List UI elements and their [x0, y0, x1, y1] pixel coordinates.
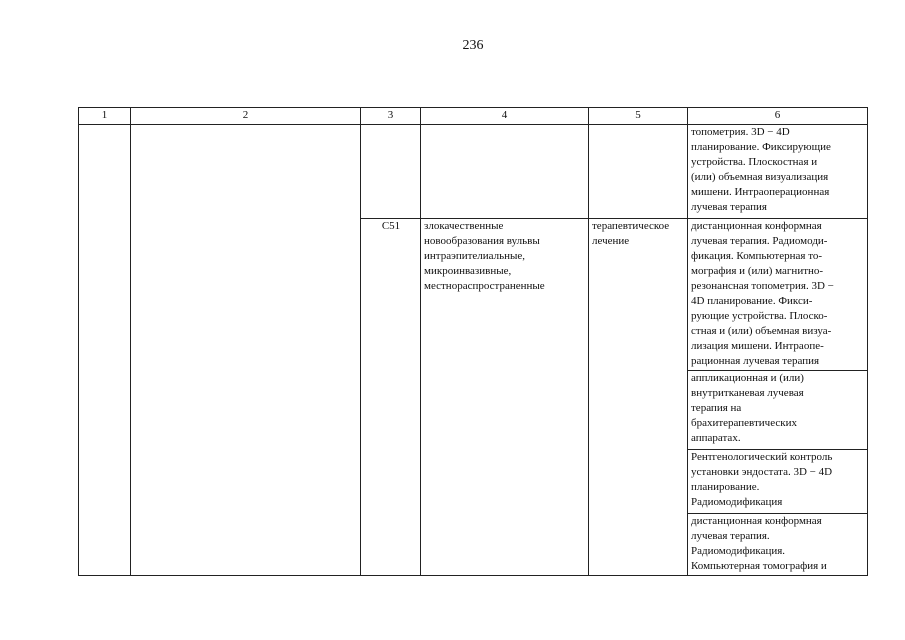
diagnosis-cell	[421, 219, 589, 576]
diagnosis-cell-empty	[421, 125, 589, 219]
method-text-3: Рентгенологический контроль установки эндостата. 3D − 4D планирование. Радиомодификация	[691, 451, 833, 508]
diagnosis-text: злокачественные новообразования вульвы интраэпителиальные, микроинвазивные, местнораспространенные	[424, 220, 545, 292]
method-cell-continuation	[688, 125, 868, 219]
method-text-1: дистанционная конформная лучевая терапия. Радиомоди- фикация. Компьютерная то- мография и (или) магнитно- резонансная топометрия. 3D − 4D планирование. Фикси- рующие устройства. Плоско- стная и (или) объемная визуа- лизация мишени. Интраопе- рационная лучевая терапия	[691, 220, 834, 367]
page-number: 236	[462, 38, 484, 53]
column-header-4: 4	[421, 108, 589, 125]
method-cell-1	[688, 219, 868, 371]
treatment-type-text: терапевтическое лечение	[592, 220, 670, 247]
group-name-cell	[131, 125, 361, 576]
group-number-cell	[79, 125, 131, 576]
treatment-cell-empty	[589, 125, 688, 219]
column-header-1: 1	[79, 108, 131, 125]
method-cell-2	[688, 371, 868, 450]
medical-services-table	[78, 107, 868, 576]
column-header-3: 3	[361, 108, 421, 125]
method-cell-4	[688, 514, 868, 576]
code-cell-empty	[361, 125, 421, 219]
icd-code-cell	[361, 219, 421, 576]
method-text-4: дистанционная конформная лучевая терапия. Радиомодификация. Компьютерная томография и	[691, 515, 827, 572]
method-text-continuation: топометрия. 3D − 4D планирование. Фиксирующие устройства. Плоскостная и (или) объемная визуализация мишени. Интраоперационная лучевая терапия	[691, 126, 831, 213]
method-cell-3	[688, 450, 868, 514]
table-header-row	[79, 108, 868, 125]
treatment-type-cell	[589, 219, 688, 576]
icd-code: C51	[381, 220, 401, 232]
column-header-2: 2	[131, 108, 361, 125]
column-header-6: 6	[688, 108, 868, 125]
table-row-continuation	[79, 125, 868, 219]
column-header-5: 5	[589, 108, 688, 125]
method-text-2: аппликационная и (или) внутритканевая лучевая терапия на брахитерапевтических аппаратах.	[691, 372, 804, 444]
